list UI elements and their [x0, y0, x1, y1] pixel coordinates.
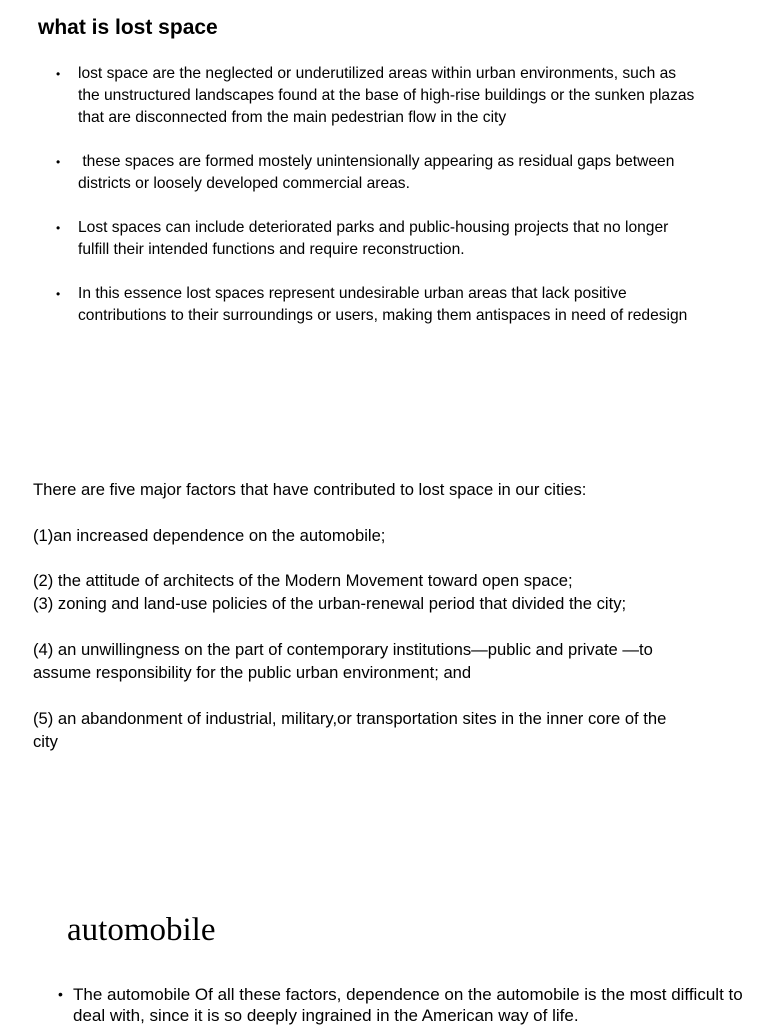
section-heading: automobile	[67, 912, 216, 948]
factors-intro: There are five major factors that have contributed to lost space in our cities:	[33, 480, 587, 499]
factor-item-5: (5) an abandonment of industrial, military,or transportation sites in the inner core of the city	[33, 709, 667, 751]
factor-item-1: (1)an increased dependence on the automobile;	[33, 526, 386, 545]
factor-item-2: (2) the attitude of architects of the Modern Movement toward open space;	[33, 571, 573, 590]
page-title: what is lost space	[38, 16, 218, 39]
definition-bullet-text: Lost spaces can include deteriorated parks and public-housing projects that no longer fulfill their intended functions and require reconstruction.	[78, 219, 669, 258]
factor-item-4: (4) an unwillingness on the part of contemporary institutions—public and private —to assume responsibility for the public urban environment; and	[33, 640, 653, 682]
definition-bullet-list	[56, 63, 696, 349]
factors-section	[33, 478, 693, 753]
bullet-icon: •	[56, 221, 61, 235]
definition-bullet-text: these spaces are formed mostely unintensionally appearing as residual gaps between districts or loosely developed commercial areas.	[78, 153, 679, 192]
definition-bullet-4	[56, 283, 696, 327]
bullet-icon: •	[56, 155, 61, 169]
definition-bullet-2	[56, 151, 696, 195]
definition-bullet-3	[56, 217, 696, 261]
factor-item-3: (3) zoning and land-use policies of the urban-renewal period that divided the city;	[33, 594, 627, 613]
bullet-icon: •	[56, 67, 61, 81]
automobile-bullet-text: The automobile Of all these factors, dependence on the automobile is the most difficult to deal with, since it is so deeply ingrained in the American way of life.	[73, 985, 743, 1025]
definition-bullet-text: In this essence lost spaces represent undesirable urban areas that lack positive contributions to their surroundings or users, making them antispaces in need of redesign	[78, 285, 688, 324]
bullet-icon: •	[56, 287, 61, 301]
definition-bullet-1	[56, 63, 696, 129]
definition-bullet-text: lost space are the neglected or underutilized areas within urban environments, such as the unstructured landscapes found at the base of high-rise buildings or the sunken plazas that are disconnected from the main pedestrian flow in the city	[78, 65, 695, 126]
bullet-icon: •	[58, 986, 63, 1002]
automobile-bullet	[58, 984, 763, 1026]
